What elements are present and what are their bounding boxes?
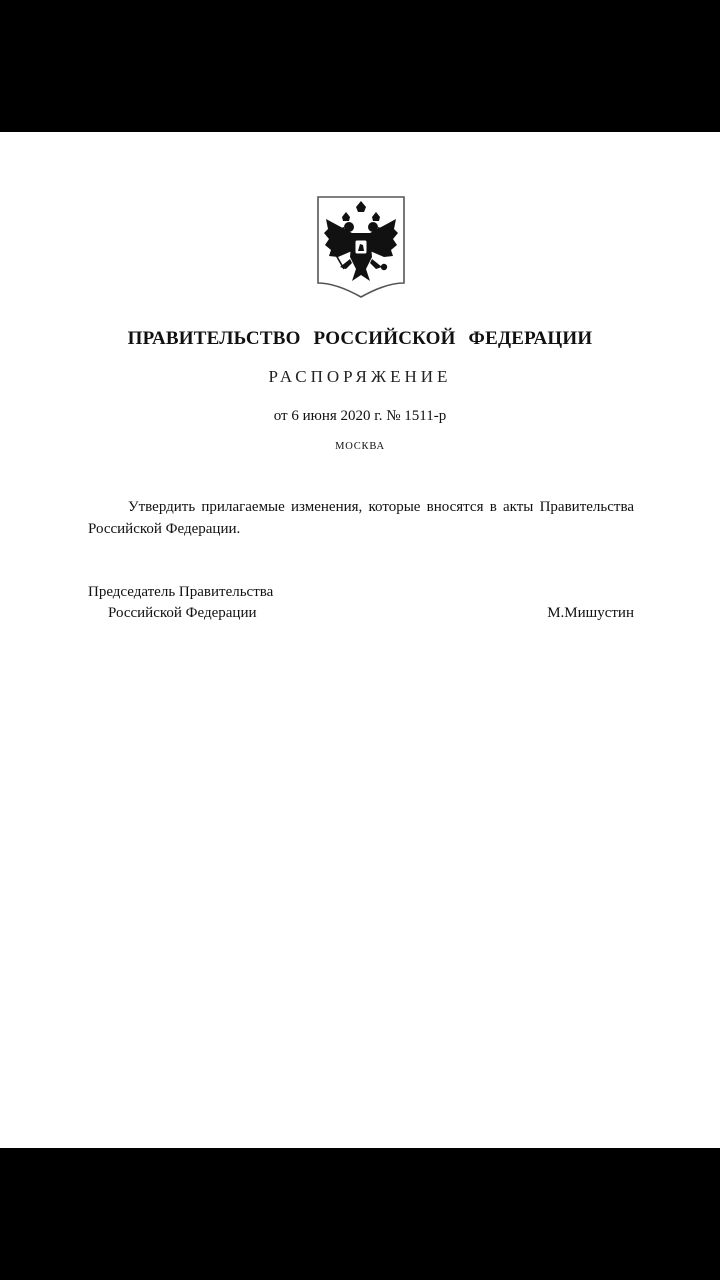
- signatory-position: [88, 582, 273, 624]
- city-label: МОСКВА: [335, 441, 385, 452]
- signatory-position-line1: Председатель Правительства: [88, 584, 274, 600]
- date-and-number: от 6 июня 2020 г. № 1511-р: [273, 408, 447, 424]
- order-text: Утвердить прилагаемые изменения, которые вносятся в акты Правительства Российской Федерации.: [88, 499, 634, 537]
- document-page: [0, 132, 720, 1148]
- signatory-position-line2: Российской Федерации: [108, 605, 257, 621]
- signatory-name: М.Мишустин: [547, 605, 634, 621]
- issuer-title: ПРАВИТЕЛЬСТВО РОССИЙСКОЙ ФЕДЕРАЦИИ: [127, 328, 593, 349]
- russian-coat-of-arms-icon: [316, 195, 406, 299]
- document-type: РАСПОРЯЖЕНИЕ: [268, 367, 452, 386]
